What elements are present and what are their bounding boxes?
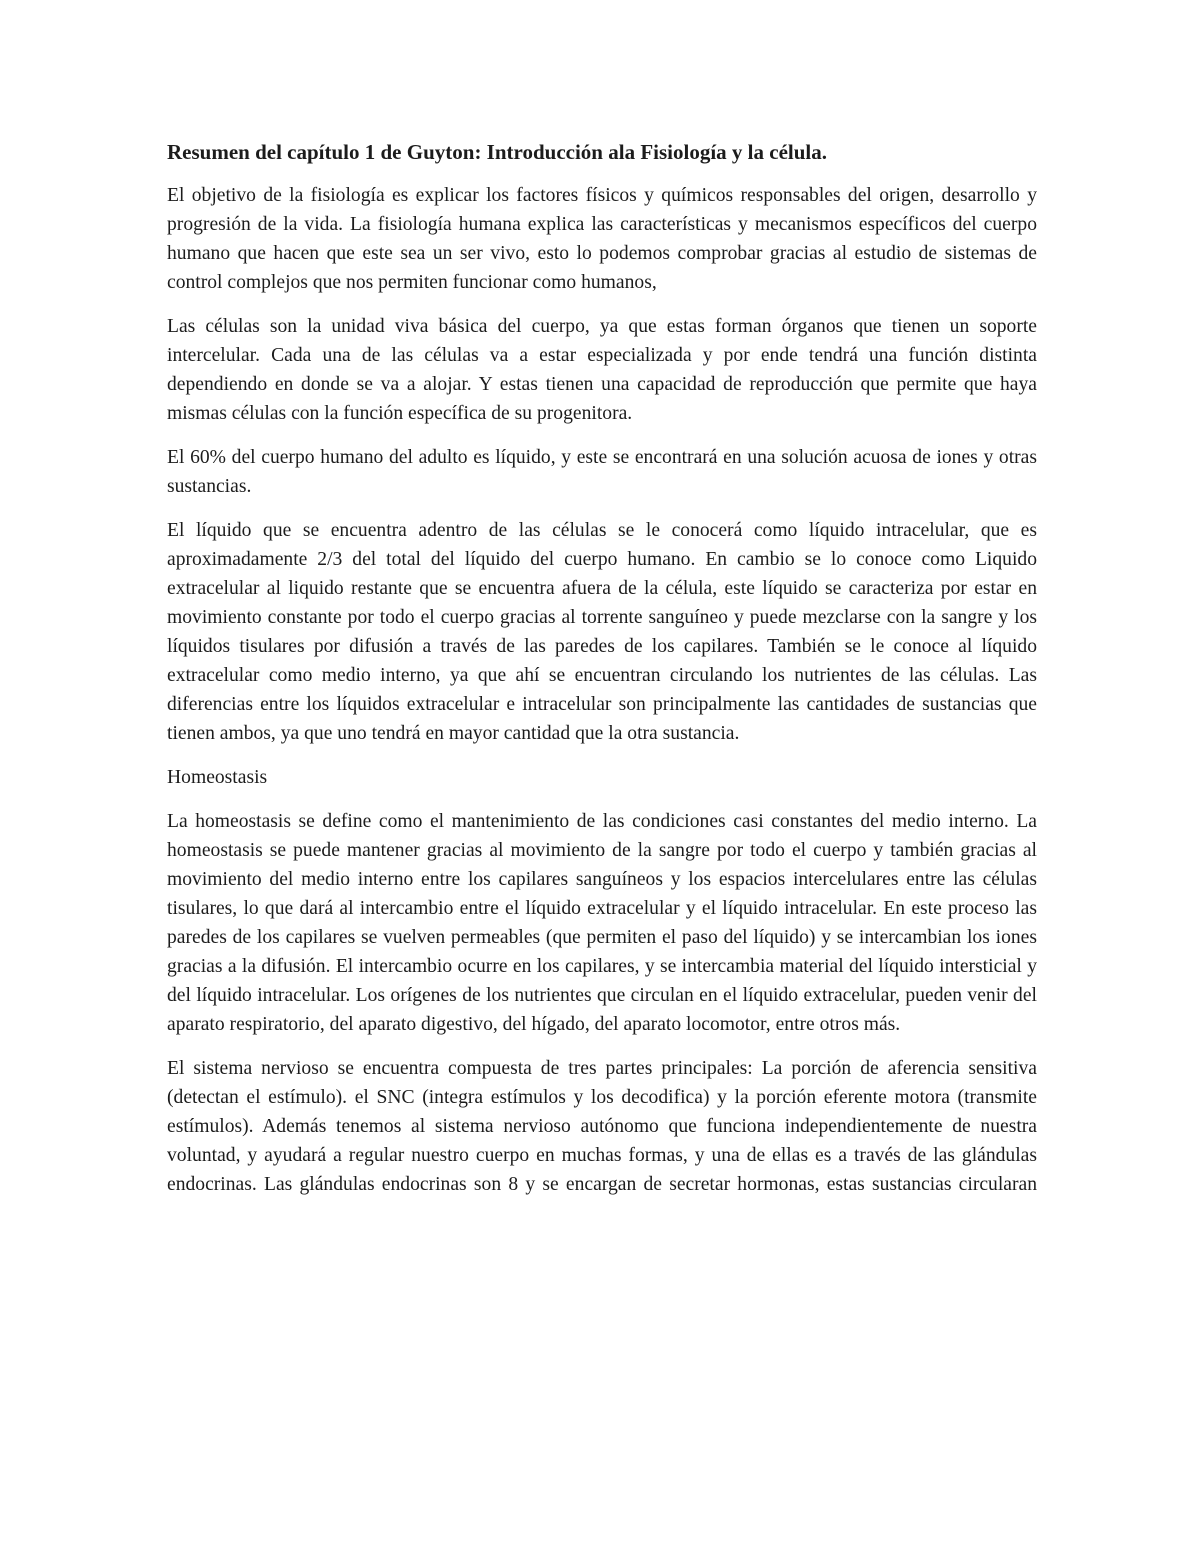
paragraph-intracellular-liquid: El líquido que se encuentra adentro de las células se le conocerá como líquido intracelular, que es aproximadamente 2/3 del total del líquido del cuerpo humano. En cambio se lo conoce como Liquido extracelular al liquido restante que se encuentra afuera de la célula, este líquido se caracteriza por estar en movimiento constante por todo el cuerpo gracias al torrente sanguíneo y puede mezclarse con la sangre y los líquidos tisulares por difusión a través de las paredes de los capilares. También se le conoce al líquido extracelular como medio interno, ya que ahí se encuentran circulando los nutrientes de las células. Las diferencias entre los líquidos extracelular e intracelular son principalmente las cantidades de sustancias que tienen ambos, ya que uno tendrá en mayor cantidad que la otra sustancia. <box>167 520 1037 744</box>
paragraph-homeostasis: La homeostasis se define como el mantenimiento de las condiciones casi constantes del medio interno. La homeostasis se puede mantener gracias al movimiento de la sangre por todo el cuerpo y también gracias al movimiento del medio interno entre los capilares sanguíneos y los espacios intercelulares entre las células tisulares, lo que dará al intercambio entre el líquido extracelular y el líquido intracelular. En este proceso las paredes de los capilares se vuelven permeables (que permiten el paso del líquido) y se intercambian los iones gracias a la difusión. El intercambio ocurre en los capilares, y se intercambia material del líquido intersticial y del líquido intracelular. Los orígenes de los nutrientes que circulan en el líquido extracelular, pueden venir del aparato respiratorio, del aparato digestivo, del hígado, del aparato locomotor, entre otros más. <box>167 811 1037 1035</box>
section-heading-homeostasis: Homeostasis <box>167 767 268 788</box>
document-page <box>167 138 1037 1214</box>
paragraph-body-liquid: El 60% del cuerpo humano del adulto es líquido, y este se encontrará en una solución acuosa de iones y otras sustancias. <box>167 447 1037 497</box>
paragraph-cells: Las células son la unidad viva básica del cuerpo, ya que estas forman órganos que tienen un soporte intercelular. Cada una de las células va a estar especializada y por ende tendrá una función distinta dependiendo en donde se va a alojar. Y estas tienen una capacidad de reproducción que permite que haya mismas células con la función específica de su progenitora. <box>167 316 1037 424</box>
document-title: Resumen del capítulo 1 de Guyton: Introducción ala Fisiología y la célula. <box>167 140 827 164</box>
paragraph-objective: El objetivo de la fisiología es explicar los factores físicos y químicos responsables del origen, desarrollo y progresión de la vida. La fisiología humana explica las características y mecanismos específicos del cuerpo humano que hacen que este sea un ser vivo, esto lo podemos comprobar gracias al estudio de sistemas de control complejos que nos permiten funcionar como humanos, <box>167 185 1037 293</box>
paragraph-nervous-system: El sistema nervioso se encuentra compuesta de tres partes principales: La porción de aferencia sensitiva (detectan el estímulo). el SNC (integra estímulos y los decodifica) y la porción eferente motora (transmite estímulos). Además tenemos al sistema nervioso autónomo que funciona independientemente de nuestra voluntad, y ayudará a regular nuestro cuerpo en muchas formas, y una de ellas es a través de las glándulas endocrinas. Las glándulas endocrinas son 8 y se encargan de secretar hormonas, estas sustancias circularan <box>167 1058 1037 1195</box>
